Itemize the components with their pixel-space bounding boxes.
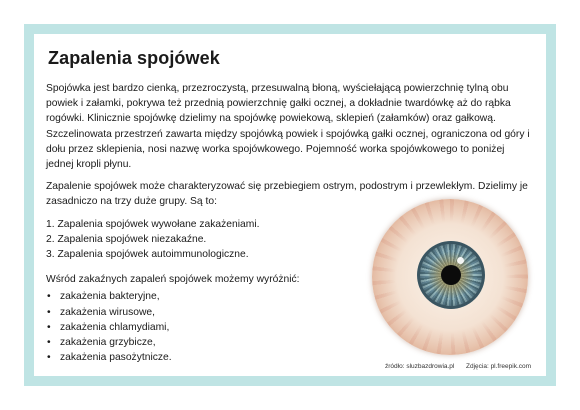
photo-credit: Zdjęcia: pl.freepik.com [466, 363, 532, 370]
pupil [441, 265, 461, 285]
page-title: Zapalenia spojówek [48, 48, 220, 68]
infection-item: • zakażenia bakteryjne, [46, 289, 534, 304]
source-credit: źródło: sluzbazdrowia.pl [385, 363, 455, 370]
characterization-paragraph: Zapalenie spojówek może charakteryzować się przebiegiem ostrym, podostrym i przewlekłym. Dzielimy je zasadniczo na trzy duże grupy. Są to: [46, 181, 528, 208]
intro-paragraph: Spojówka jest bardzo cienką, przezroczystą, przesuwalną błoną, wyściełającą powierzchnię tylną obu powiek i załamki, pokrywa też przednią powierzchnię gałki ocznej, a dokładnie twardówkę aż do rąbka rogówki. Klinicznie spojówkę dzielimy na spojówkę powiekową, sklepień (załamków) oraz gałkową. Szczelinowata przestrzeń zawarta między spojówką powiek i spojówką gałki ocznej, ograniczona od góry i dołu przez sklepienia, nosi nazwę worka spojówkowego. Pojemność worka spojówkowego to poniżej jednej kropli płynu. [46, 83, 530, 171]
iris [417, 241, 485, 309]
eye-icon [372, 199, 528, 355]
group-item: 2. Zapalenia spojówek niezakaźne. [46, 233, 207, 245]
infection-item: • zakażenia grzybicze, [46, 335, 534, 350]
group-item: 1. Zapalenia spojówek wywołane zakażeniami. [46, 218, 260, 230]
infection-item: • zakażenia chlamydiami, [46, 320, 534, 335]
infection-item: • zakażenia wirusowe, [46, 305, 534, 320]
infectious-intro: Wśród zakaźnych zapaleń spojówek możemy wyróżnić: [46, 274, 300, 286]
light-reflection [457, 257, 464, 264]
infection-item: • zakażenia pasożytnicze. [46, 350, 534, 365]
group-item: 3. Zapalenia spojówek autoimmunologiczne. [46, 249, 249, 261]
